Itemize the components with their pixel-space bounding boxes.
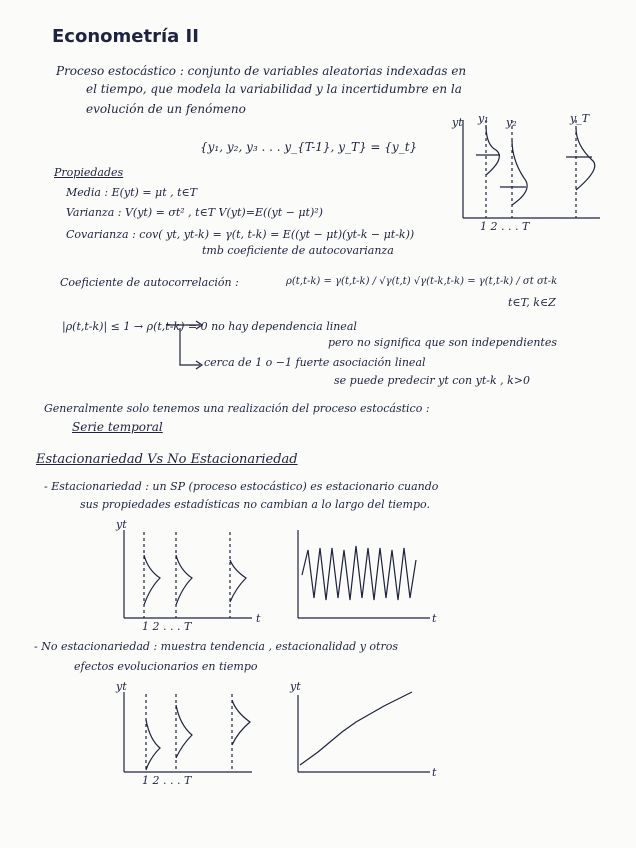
axis-y1: y₁ (478, 112, 489, 125)
autocorr-near-2: se puede predecir yt con yt-k , k>0 (334, 374, 531, 387)
axis-ticks-nonstationary: 1 2 . . . T (142, 774, 192, 787)
axis-yT: y_T (570, 112, 590, 125)
serie-temporal: Serie temporal (72, 420, 163, 434)
axis-yt-nonstationary: yt (116, 680, 127, 693)
page-title: Econometría II (52, 26, 199, 47)
autocorr-near: cerca de 1 o −1 fuerte asociación lineal (204, 356, 426, 369)
axis-t-trend: t (432, 766, 437, 779)
stationary-series-plot (298, 530, 430, 618)
properties-heading: Propiedades (54, 166, 124, 179)
section-heading: Estacionariedad Vs No Estacionariedad (36, 452, 298, 467)
nonstationary-line-2: efectos evolucionarios en tiempo (74, 660, 258, 673)
axis-ticks-stationary: 1 2 . . . T (142, 620, 192, 633)
general-line: Generalmente solo tenemos una realización del proceso estocástico : (44, 402, 430, 415)
covarianza-note: tmb coeficiente de autocovarianza (202, 244, 394, 257)
axis-ticks-top: 1 2 . . . T (480, 220, 530, 233)
nonstationary-density-plot (124, 692, 252, 772)
distribution-plot-top (463, 120, 600, 218)
nonstationary-line-1: - No estacionariedad : muestra tendencia , estacionalidad y otros (34, 640, 398, 653)
axis-yt-top: yt (452, 116, 463, 129)
autocorr-formula: ρ(t,t-k) = γ(t,t-k) / √γ(t,t) √γ(t-k,t-k) = γ(t,t-k) / σt σt-k (286, 276, 558, 287)
autocorr-condition-2: pero no significa que son independientes (328, 336, 557, 349)
autocorr-domain: t∈T, k∈Z (508, 296, 556, 309)
definition-line-2: el tiempo, que modela la variabilidad y la incertidumbre en la (86, 82, 462, 96)
definition-line-1: Proceso estocástico : conjunto de variables aleatorias indexadas en (56, 64, 467, 78)
axis-yt-stationary: yt (116, 518, 127, 531)
stationary-line-2: sus propiedades estadísticas no cambian a lo largo del tiempo. (80, 498, 430, 511)
set-notation: {y₁, y₂, y₃ . . . y_{T-1}, y_T} = {y_t} (200, 140, 418, 154)
stationary-line-1: - Estacionariedad : un SP (proceso estocástico) es estacionario cuando (44, 480, 439, 493)
definition-line-3: evolución de un fenómeno (86, 102, 246, 116)
covarianza-line: Covarianza : cov( yt, yt-k) = γ(t, t-k) = E((yt − μt)(yt-k − μt-k)) (66, 228, 415, 241)
axis-t-series: t (432, 612, 437, 625)
axis-t-stationary: t (256, 612, 261, 625)
autocorr-condition: |ρ(t,t-k)| ≤ 1 → ρ(t,t-k) = 0 no hay dependencia lineal (62, 320, 357, 333)
media-line: Media : E(yt) = μt , t∈T (66, 186, 198, 199)
nonstationary-series-plot (298, 692, 430, 772)
autocorr-label: Coeficiente de autocorrelación : (60, 276, 239, 289)
varianza-line: Varianza : V(yt) = σt² , t∈T V(yt)=E((yt − μt)²) (66, 206, 323, 219)
axis-y2: y₂ (506, 116, 517, 129)
axis-yt-trend: yt (290, 680, 301, 693)
stationary-density-plot (124, 530, 252, 618)
